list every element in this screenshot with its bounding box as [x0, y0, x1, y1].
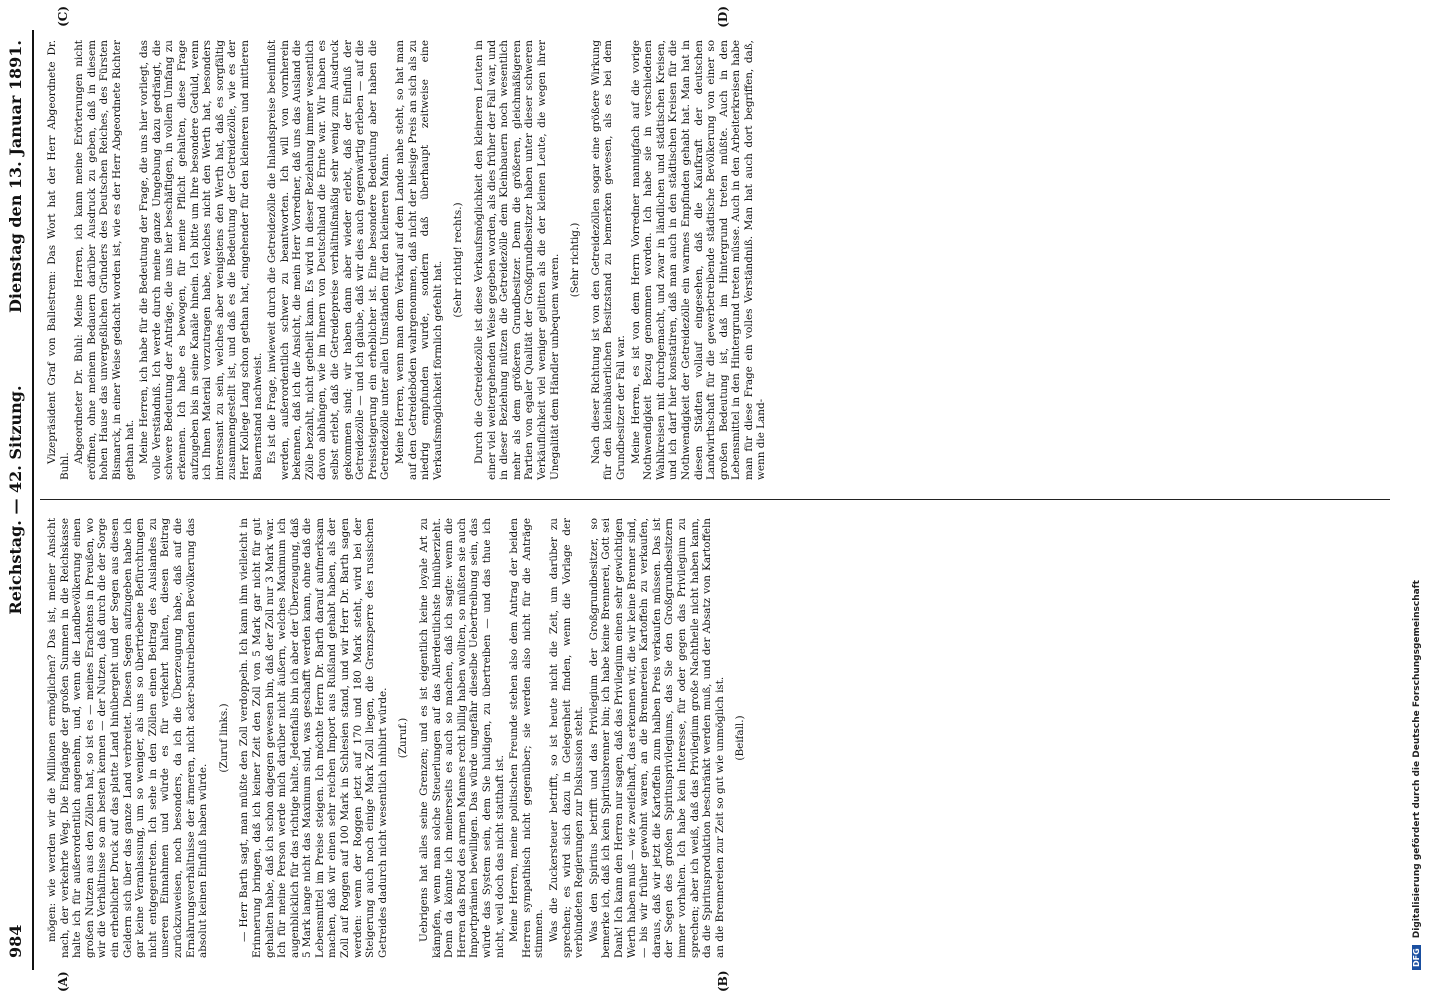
paragraph: Uebrigens hat alles seine Grenzen; und es ist eigentlich keine loyale Art zu kämpfen, wenn man solche Steuerlungen auf das Allerdeutlichste hinüberzieht. Denn da könnte ich meinerseits es auch so machen, daß ich sagte: wenn die Herren das Brod des armen Mannes recht billig haben wollten, so müßten sie auch Importprämien bewilligen. Das würde ungefähr dieselbe Uebertreibung sein, das würde das System sein, dem Sie huldigen, zu übertreiben — und das thue ich nicht, weil doch das nicht statthaft ist.: [418, 518, 506, 958]
margin-marker-b: (B): [716, 970, 730, 992]
paragraph: Vizepräsident Graf von Ballestrem: Das Wort hat der Herr Abgeordnete Dr. Buhl.: [46, 40, 71, 480]
interjection: (Zuruf.): [397, 717, 410, 759]
paragraph: Was die Zuckersteuer betrifft, so ist heute nicht die Zeit, um darüber zu sprechen; es wird sich dazu in Gelegenheit finden, wenn die Vorlage der verbündeten Regierungen zur Diskussion steht.: [547, 518, 586, 958]
margin-marker-d: (D): [716, 6, 730, 28]
interjection: (Zuruf links.): [217, 703, 230, 773]
footer-text: Digitalisierung gefördert durch die Deutsche Forschungsgemeinschaft: [1412, 580, 1422, 939]
paragraph: Meine Herren, meine politischen Freunde stehen also dem Antrag der beiden Herren sympathisch nicht gegenüber; sie werden also nicht für die Anträge stimmen.: [508, 518, 546, 958]
header-rule: [32, 30, 34, 970]
paragraph: Was den Spiritus betrifft und das Privilegium der Großgrundbesitzer, so bemerke ich, daß ich kein Spiritusbrenner bin; ich habe keine Brennerei, Gott sei Dank! Ich kann den Herren nur sagen, daß das Privilegium einen sehr gewichtigen Werth haben muß — wie zweifelhaft, das erkennen wir, die wir keine Brenner sind, — bis wir früher gewohnt waren, an die Brennereien Kartoffeln zu verkaufen, daraus, daß wir jetzt die Kartoffeln zum halben Preis verkaufen müssen. Das ist der Segen des großen Spiritusprivilegiums, das Sie den Großgrundbesitzern immer vorhalten. Ich habe kein Interesse, für oder gegen das Privilegium zu sprechen; aber ich weiß, daß das Privilegium große Nachtheile nicht haben kann, da die Spiritusproduktion beschränkt werden muß, und der Absatz von Kartoffeln an die Brennereien zur Zeit so gut wie unmöglich ist.: [587, 518, 726, 958]
interjection: (Sehr richtig! rechts.): [452, 202, 465, 318]
paragraph: mögen: wie werden wir die Millionen ermöglichen? Das ist, meiner Ansicht nach, der verkehrte Weg. Die Eingänge der großen Summen in die Reichskasse halte ich für außerordentlich angenehm, und, wenn die Landbevölkerung einen großen Nutzen aus den Zöllen hat, so ist es — meines Erachtens in Preußen, wo wir die Verhältnisse so am besten kennen — der Nutzen, daß durch die der Sorge ein erheblicher Druck auf das platte Land hinübergeht und der Segen aus diesen Geldern sich über das ganze Land verbreitet. Diesen Segen aufzugeben habe ich gar keine Veranlassung, um so weniger, als uns so übertriebene Befürchtungen nicht entgegentreten. Ich sehe in den Zöllen einen Beitrag des Auslandes zu unseren Einnahmen und würde es für verkehrt halten, diesen Beitrag zurückzuweisen, noch besonders, da ich die Überzeugung habe, daß auf die Ernährungsverhältnisse der ärmeren, nicht acker-bautreibenden Bevölkerung das absolut keinen Einfluß haben würde.: [46, 518, 210, 958]
interjection: (Sehr richtig.): [569, 222, 582, 298]
paragraph: Es ist die Frage, inwieweit durch die Getreidezölle die Inlandspreise beeinflußt werden, außerordentlich schwer zu beantworten. Ich will von vornherein bekennen, daß ich die Ansicht, die mein Herr Vorredner, daß uns das Ausland die Zölle bezahlt, nicht getheilt kann. Es wird in dieser Beziehung immer wesentlich davon abhängen, wie im Innern von Deutschland die Ernte war. Wir haben es selbst erlebt, daß die Getreidepreise verhältnißmäßig sehr wenig zum Ausdruck gekommen sind; wir haben dann aber wieder erlebt, daß der Einfluß der Getreidezölle — und ich glaube, daß wir dies auch gegenwärtig erleben — auf die Preissteigerung ein erheblicher ist. Eine besondere Bedeutung aber haben die Getreidezölle unter allen Umständen für den kleineren Mann.: [266, 40, 392, 480]
margin-marker-a: (A): [56, 971, 70, 992]
paragraph: Durch die Getreidezölle ist diese Verkaufsmöglichkeit den kleineren Leuten in einer viel weitergehenden Weise gegeben worden, als dies früher der Fall war, und in dieser Beziehung nützen die Getreidezölle dem Kleinbauern noch wesentlich mehr als dem größeren Grundbesitzer. Denn die größeren, gleichmäßigeren Partien von egaler Qualität der Großgrundbesitzer haben unter dieser schweren Verkäuflichkeit viel weniger gelitten als die der kleinen Leute, die wegen ihrer Unegalität dem Händler unbequem waren.: [473, 40, 561, 480]
dfg-logo: DFG: [1412, 945, 1421, 970]
paragraph: Meine Herren, ich habe für die Bedeutung der Frage, die uns hier vorliegt, das volle Verständniß. Ich werde durch meine ganze Umgebung dazu gedrängt, die schwere Bedeutung der Anträge, die uns hier beschäftigen, in vollem Umfang zu erkennen. Ich habe es bewogen, für meine Pflicht gehalten, diese Frage aufzugeben bis in seine Kanäle hinein. Ich bitte um Ihre besondere Geduld, wenn ich Ihnen Material vorzutragen habe, welches nicht den Werth hat, besonders interessant zu sein, welches aber wenigstens den Werth hat, daß es sorgfältig zusammengestellt ist, und daß es die Bedeutung der Getreidezölle, wie es der Herr Kollege Lang schon gethan hat, eingehender für den kleineren und mittleren Bauernstand nachweist.: [138, 40, 264, 480]
left-column: [46, 518, 755, 958]
page-number: 984: [6, 924, 25, 958]
session-date: Dienstag den 13. Januar 1891.: [6, 40, 25, 313]
column-divider: [40, 499, 1390, 500]
paragraph: Nach dieser Richtung ist von den Getreidezöllen sogar eine größere Wirkung für den kleinbäuerlichen Besitzstand zu bemerken gewesen, als es bei dem Grundbesitzer der Fall war.: [589, 40, 627, 480]
margin-marker-c: (C): [56, 6, 70, 27]
paragraph: Abgeordneter Dr. Buhl: Meine Herren, ich kann meine Erörterungen nicht eröffnen, ohne meinem Bedauern darüber Ausdruck zu geben, daß in diesem hohen Hause das unvergeßlichen Gründers des Deutschen Reiches, des Fürsten Bismarck, in einer Weise gedacht worden ist, wie es der Herr Abgeordnete Richter gethan hat.: [73, 40, 136, 480]
digitization-footer: [1412, 0, 1422, 1000]
right-column: [46, 40, 770, 480]
paragraph: Meine Herren, wenn man dem Verkauf auf dem Lande nahe steht, so hat man auf den Getreideböden wahrgenommen, daß nicht der hiesige Preis an sich als zu niedrig empfunden wurde, sondern daß überhaupt zeitweise eine Verkaufsmöglichkeit förmlich gefehlt hat.: [394, 40, 444, 480]
paragraph: Meine Herren, es ist von dem Herrn Vorredner mannigfach auf die vorige Nothwendigkeit Bezug genommen worden. Ich habe sie in verschiedenen Wahlkreisen mit durchgemacht, und zwar in ländlichen und städtischen Kreisen, und ich darf hier konstatiren, daß man auch in den städtischen Kreisen für die Nothwendigkeit der Getreidezölle ein warmes Empfinden gehabt hat. Man hat in diesen Städten vollauf eingesehen, daß die Kaufkraft der deutschen Landwirthschaft für die gewerbetreibende städtische Bevölkerung von einer so großen Bedeutung ist, daß im Hintergrund treten müßte. Auch in den Lebensmittel in den Hintergrund treten müsse. Auch in den Arbeiterkreisen habe man für diese Frage ein volles Verständniß. Man hat auch dort begriffen, daß, wenn die Land-: [629, 40, 768, 480]
session-title: Reichstag. — 42. Sitzung.: [6, 385, 25, 615]
page-header: [0, 0, 40, 1000]
interjection: (Beifall.): [734, 715, 747, 761]
paragraph: — Herr Barth sagt, man müßte den Zoll verdoppeln. Ich kann ihm vielleicht in Erinnerung bringen, daß ich keiner Zeit den Zoll von 5 Mark gar nicht für gut gehalten habe, daß ich schon dagegen gewesen bin, daß der Zoll nur 3 Mark war. Ich für meine Person werde mich darüber nicht äußern, welches Maximum ich augenblicklich für das richtige halte. Jedenfalls bin ich aber der Überzeugung, daß 5 Mark lange nicht das Maximum sind, was geschafft werden kann, ohne daß die Lebensmittel im Preise steigen. Ich möchte Herrn Dr. Barth darauf aufmerksam machen, daß wir einen sehr reichen Import aus Rußland gehabt haben, als der Zoll auf Roggen auf 100 Mark in Schlesien stand, und wir Herr Dr. Barth sagen werden: wenn der Roggen jetzt auf 170 und 180 Mark steht, wird bei der Steigerung auch noch einige Mark Zoll liegen, die Grenzsperre des russischen Getreides dadurch nicht wesentlich inhibirt würde.: [238, 518, 389, 958]
